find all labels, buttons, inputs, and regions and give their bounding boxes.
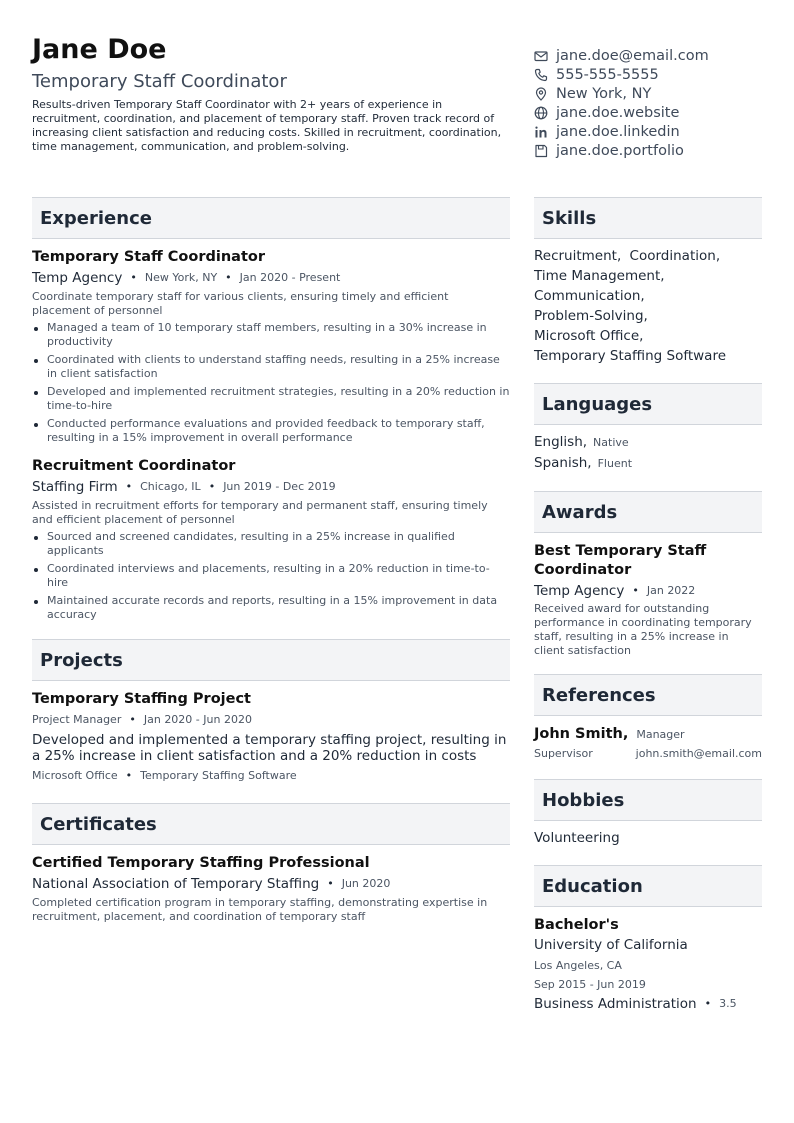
experience-heading: Experience xyxy=(32,197,510,239)
separator-dot: • xyxy=(130,271,137,284)
reference-details xyxy=(534,746,762,762)
skill: Coordination, xyxy=(629,248,721,264)
languages-list xyxy=(534,432,762,474)
reference-name: John Smith, xyxy=(534,726,629,742)
job-description: Coordinate temporary staff for various clients, ensuring timely and efficient placement of personnel xyxy=(32,290,449,317)
certificate-title: Certified Temporary Staffing Professional xyxy=(32,855,370,871)
job-bullet: Managed a team of 10 temporary staff members, resulting in a 30% increase in productivity xyxy=(32,321,510,349)
award-title: Best Temporary Staff Coordinator xyxy=(534,543,707,578)
separator-dot: • xyxy=(129,713,136,726)
job-bullet: Coordinated with clients to understand staffing needs, resulting in a 25% increase in client satisfaction xyxy=(32,353,510,381)
linkedin-icon xyxy=(534,125,548,139)
project-role: Project Manager xyxy=(32,713,122,726)
education-entry xyxy=(534,915,762,1014)
job-meta xyxy=(32,479,510,495)
reference-entry xyxy=(534,724,762,762)
summary: Results-driven Temporary Staff Coordinator with 2+ years of experience in recruitment, coordination, and placement of temporary staff. Proven track record of increasing client satisfaction and reducing costs. Skilled in recruitment, coordination, time management, communication, and problem-solving. xyxy=(32,98,502,153)
contact-email[interactable] xyxy=(534,46,774,65)
contact-portfolio-text: jane.doe.portfolio xyxy=(556,142,684,159)
skill: Problem-Solving, xyxy=(534,308,648,324)
separator-dot: • xyxy=(704,997,712,1010)
projects-heading: Projects xyxy=(32,639,510,681)
separator-dot: • xyxy=(125,480,133,493)
left-column xyxy=(32,197,510,924)
awards-heading: Awards xyxy=(534,491,762,533)
separator-dot: • xyxy=(632,584,639,597)
contact-linkedin-text: jane.doe.linkedin xyxy=(556,123,680,140)
language-name: English, xyxy=(534,434,588,450)
job-bullet: Developed and implemented recruitment strategies, resulting in a 20% reduction in time-to-hire xyxy=(32,385,510,413)
languages-heading: Languages xyxy=(534,383,762,425)
contact-website[interactable] xyxy=(534,103,774,122)
certificate-issuer: National Association of Temporary Staffing xyxy=(32,876,320,892)
job-bullets xyxy=(32,321,510,445)
certificate-meta xyxy=(32,876,510,892)
degree: Bachelor's xyxy=(534,917,619,933)
project-tool: Temporary Staffing Software xyxy=(140,769,297,782)
language-item xyxy=(534,432,762,453)
job-meta xyxy=(32,270,510,286)
hobbies-heading: Hobbies xyxy=(534,779,762,821)
skill: Temporary Staffing Software xyxy=(534,348,727,364)
project-meta xyxy=(32,712,510,728)
certificate-date: Jun 2020 xyxy=(341,877,391,890)
candidate-title: Temporary Staff Coordinator xyxy=(32,71,287,92)
certificate-entry xyxy=(32,854,510,924)
education-field-row xyxy=(534,994,762,1014)
company: Staffing Firm xyxy=(32,479,118,495)
job-title: Recruitment Coordinator xyxy=(32,458,236,474)
skill: Communication, xyxy=(534,288,645,304)
award-date: Jan 2022 xyxy=(646,584,696,597)
right-column xyxy=(534,197,762,1014)
contact-portfolio[interactable] xyxy=(534,141,774,160)
candidate-name: Jane Doe xyxy=(32,34,167,65)
separator-dot: • xyxy=(125,769,133,782)
separator-dot: • xyxy=(327,877,334,890)
school-location: Los Angeles, CA xyxy=(534,959,622,972)
job-title: Temporary Staff Coordinator xyxy=(32,249,266,265)
job-dates: Jan 2020 - Present xyxy=(239,271,341,284)
language-item xyxy=(534,453,762,474)
school: University of California xyxy=(534,937,688,953)
skills-list xyxy=(534,246,762,366)
job-location: Chicago, IL xyxy=(140,480,201,493)
separator-dot: • xyxy=(208,480,216,493)
contact-phone-text: 555-555-5555 xyxy=(556,66,659,83)
contact-phone[interactable] xyxy=(534,65,774,84)
phone-icon xyxy=(534,68,548,82)
job-bullet: Coordinated interviews and placements, resulting in a 20% reduction in time-to-hire xyxy=(32,562,510,590)
job-bullet: Conducted performance evaluations and provided feedback to temporary staff, resulting in a 15% improvement in overall performance xyxy=(32,417,510,445)
language-level: Fluent xyxy=(597,457,633,470)
reference-email[interactable]: john.smith@email.com xyxy=(635,747,762,760)
language-name: Spanish, xyxy=(534,455,592,471)
contact-location-text: New York, NY xyxy=(556,85,652,102)
award-meta xyxy=(534,583,762,599)
project-description: Developed and implemented a temporary staffing project, resulting in a 25% increase in client satisfaction and a 20% reduction in costs xyxy=(32,732,507,764)
mail-icon xyxy=(534,49,548,63)
skill-line xyxy=(534,246,762,266)
certificates-heading: Certificates xyxy=(32,803,510,845)
experience-entry xyxy=(32,457,510,622)
job-bullets xyxy=(32,530,510,622)
experience-entry xyxy=(32,248,510,445)
job-bullet: Maintained accurate records and reports, resulting in a 15% improvement in data accuracy xyxy=(32,594,510,622)
skills-heading: Skills xyxy=(534,197,762,239)
contact-email-text: jane.doe@email.com xyxy=(556,47,709,64)
job-bullet: Sourced and screened candidates, resulting in a 25% increase in qualified applicants xyxy=(32,530,510,558)
globe-icon xyxy=(534,106,548,120)
company: Temp Agency xyxy=(32,270,123,286)
project-entry xyxy=(32,690,510,784)
contact-list xyxy=(534,46,774,160)
project-title: Temporary Staffing Project xyxy=(32,691,251,707)
portfolio-icon xyxy=(534,144,548,158)
reference-role: Manager xyxy=(636,728,685,741)
references-heading: References xyxy=(534,674,762,716)
project-tools xyxy=(32,768,510,784)
job-location: New York, NY xyxy=(144,271,218,284)
job-description: Assisted in recruitment efforts for temporary and permanent staff, ensuring timely and efficient placement of personnel xyxy=(32,499,488,526)
skill: Time Management, xyxy=(534,268,665,284)
reference-name-row xyxy=(534,724,762,745)
field-of-study: Business Administration xyxy=(534,996,697,1012)
contact-website-text: jane.doe.website xyxy=(556,104,680,121)
gpa: 3.5 xyxy=(719,997,737,1010)
education-dates: Sep 2015 - Jun 2019 xyxy=(534,978,646,991)
job-dates: Jun 2019 - Dec 2019 xyxy=(223,480,336,493)
skill: Recruitment, xyxy=(534,248,622,264)
separator-dot: • xyxy=(225,271,232,284)
reference-relation: Supervisor xyxy=(534,747,593,760)
hobbies-list xyxy=(534,828,762,848)
award-description: Received award for outstanding performance in coordinating temporary staff, resulting in a 25% increase in client satisfaction xyxy=(534,602,752,657)
location-icon xyxy=(534,87,548,101)
certificate-description: Completed certification program in temporary staffing, demonstrating expertise in recruitment, placement, and coordination of temporary staff xyxy=(32,896,488,923)
hobby: Volunteering xyxy=(534,830,620,846)
resume-header xyxy=(32,34,510,154)
award-org: Temp Agency xyxy=(534,583,625,599)
contact-linkedin[interactable] xyxy=(534,122,774,141)
language-level: Native xyxy=(593,436,629,449)
education-heading: Education xyxy=(534,865,762,907)
project-dates: Jan 2020 - Jun 2020 xyxy=(143,713,252,726)
project-tool: Microsoft Office xyxy=(32,769,118,782)
skill: Microsoft Office, xyxy=(534,328,644,344)
contact-location xyxy=(534,84,774,103)
award-entry xyxy=(534,542,762,658)
